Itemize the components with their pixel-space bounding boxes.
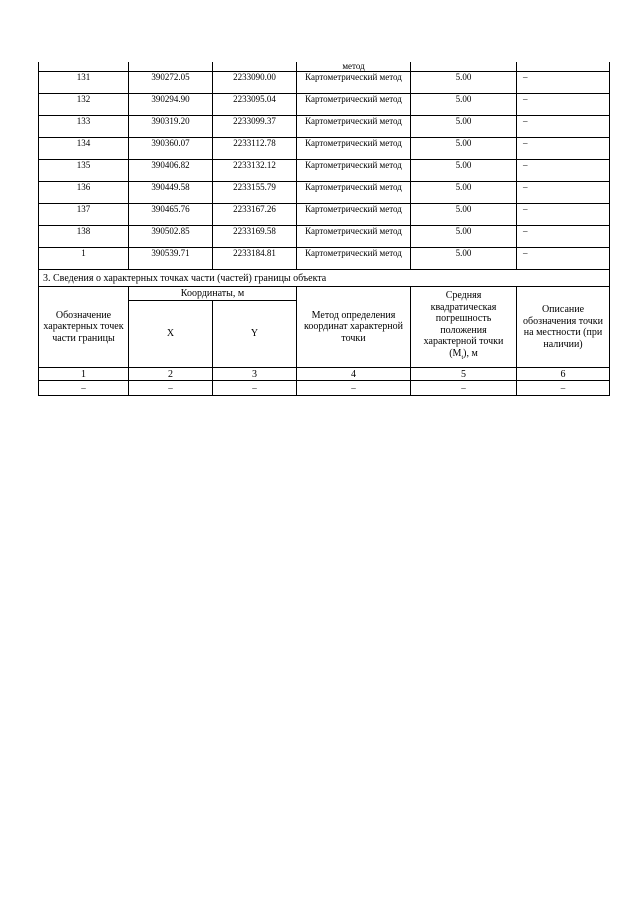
cell-method: метод (297, 62, 411, 72)
cell-x (129, 62, 213, 72)
continued-row (39, 62, 610, 72)
header-error: Средняя квадратическая погрешность положения характерной точки $(M_t)$, м (411, 287, 517, 368)
cell-x: 390406.82 (129, 160, 213, 182)
cell-x: 390449.58 (129, 182, 213, 204)
cell-y: 2233132.12 (213, 160, 297, 182)
cell-desc: – (517, 182, 610, 204)
cell-error: 5.00 (411, 94, 517, 116)
cell-method: Картометрический метод (297, 94, 411, 116)
cell-empty: – (39, 381, 129, 396)
cell-point: 137 (39, 204, 129, 226)
table-row (39, 72, 610, 94)
cell-x: 390319.20 (129, 116, 213, 138)
cell-error: 5.00 (411, 116, 517, 138)
cell-method: Картометрический метод (297, 248, 411, 270)
cell-point: 132 (39, 94, 129, 116)
cell-point (39, 62, 129, 72)
cell-method: Картометрический метод (297, 182, 411, 204)
cell-error: 5.00 (411, 72, 517, 94)
table-row (39, 248, 610, 270)
cell-error: 5.00 (411, 182, 517, 204)
cell-x: 390465.76 (129, 204, 213, 226)
cell-x: 390294.90 (129, 94, 213, 116)
cell-error (411, 62, 517, 72)
cell-error: 5.00 (411, 138, 517, 160)
cell-desc: – (517, 138, 610, 160)
cell-desc (517, 62, 610, 72)
cell-method: Картометрический метод (297, 116, 411, 138)
cell-x: 390360.07 (129, 138, 213, 160)
cell-x: 390502.85 (129, 226, 213, 248)
table-row (39, 94, 610, 116)
header-y: Y (213, 301, 297, 368)
cell-point: 131 (39, 72, 129, 94)
cell-x: 390539.71 (129, 248, 213, 270)
cell-method: Картометрический метод (297, 72, 411, 94)
cell-error: 5.00 (411, 248, 517, 270)
cell-y: 2233099.37 (213, 116, 297, 138)
table-row (39, 226, 610, 248)
cell-x: 390272.05 (129, 72, 213, 94)
empty-row (39, 381, 610, 396)
table-row (39, 182, 610, 204)
column-number: 1 (39, 368, 129, 381)
column-number: 3 (213, 368, 297, 381)
cell-error: 5.00 (411, 226, 517, 248)
cell-empty: – (129, 381, 213, 396)
cell-y: 2233112.78 (213, 138, 297, 160)
cell-y: 2233169.58 (213, 226, 297, 248)
cell-desc: – (517, 204, 610, 226)
header-method: Метод определения координат характерной точки (297, 287, 411, 368)
cell-y: 2233167.26 (213, 204, 297, 226)
cell-point: 136 (39, 182, 129, 204)
document-sheet (38, 62, 609, 396)
column-numbers-row (39, 368, 610, 381)
table-row (39, 116, 610, 138)
column-number: 5 (411, 368, 517, 381)
cell-method: Картометрический метод (297, 160, 411, 182)
cell-desc: – (517, 94, 610, 116)
cell-y: 2233095.04 (213, 94, 297, 116)
header-x: X (129, 301, 213, 368)
cell-empty: – (517, 381, 610, 396)
cell-error: 5.00 (411, 204, 517, 226)
cell-desc: – (517, 72, 610, 94)
cell-y (213, 62, 297, 72)
column-number: 2 (129, 368, 213, 381)
cell-desc: – (517, 248, 610, 270)
cell-desc: – (517, 160, 610, 182)
section3-body (39, 270, 610, 396)
header-point: Обозначение характерных точек части границы (39, 287, 129, 368)
cell-y: 2233155.79 (213, 182, 297, 204)
cell-point: 134 (39, 138, 129, 160)
cell-desc: – (517, 116, 610, 138)
points-table (38, 62, 610, 396)
table-row (39, 204, 610, 226)
section-title: 3. Сведения о характерных точках части (частей) границы объекта (39, 270, 610, 287)
table-row (39, 138, 610, 160)
cell-point: 135 (39, 160, 129, 182)
cell-empty: – (297, 381, 411, 396)
cell-method: Картометрический метод (297, 204, 411, 226)
cell-y: 2233184.81 (213, 248, 297, 270)
cell-point: 1 (39, 248, 129, 270)
cell-method: Картометрический метод (297, 138, 411, 160)
cell-point: 133 (39, 116, 129, 138)
table-row (39, 160, 610, 182)
cell-y: 2233090.00 (213, 72, 297, 94)
cell-error: 5.00 (411, 160, 517, 182)
column-number: 4 (297, 368, 411, 381)
header-desc: Описание обозначения точки на местности (при наличии) (517, 287, 610, 368)
column-number: 6 (517, 368, 610, 381)
cell-method: Картометрический метод (297, 226, 411, 248)
cell-empty: – (213, 381, 297, 396)
cell-empty: – (411, 381, 517, 396)
points-table-body (39, 62, 610, 270)
cell-point: 138 (39, 226, 129, 248)
cell-desc: – (517, 226, 610, 248)
header-coords: Координаты, м (129, 287, 297, 301)
